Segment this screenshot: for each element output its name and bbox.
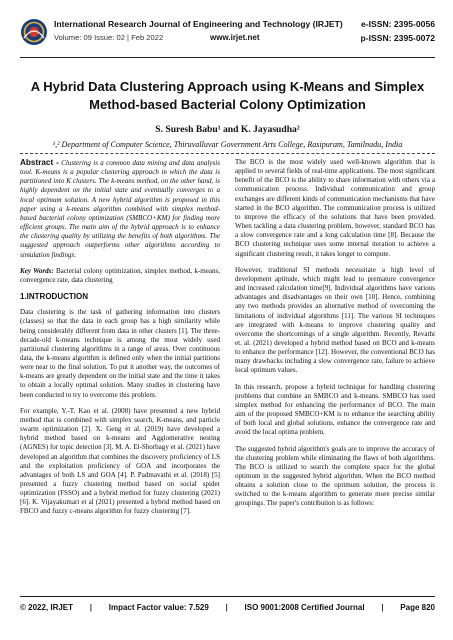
- section-heading-introduction: 1.INTRODUCTION: [20, 292, 88, 302]
- paragraph: For example, Y.-T. Kao et al. (2008) have presented a new hybrid method that is combined with simplex search, K-means, and particle swarm optimization [2]. X. Geng et al. (2019) have developed a hybrid method based on k-means and Agglomerative nesting (AGNES) for topic detection [3]. M. A. El-Shorbagy et al. (2021) have developed an algorithm that combines the discovery proficiency of LS and the exploitation proficiency of GOA and incorporates the advantages of both LS and GOA [4]. P. Padmavathi et al. (2018) [5] presented a fuzzy clustering method based on social spider optimization (FSSO) and a hybrid method for fuzzy clustering (2021) [6]. K. Vijayakumari et al (2021) presented a hybrid method based on FBCO and fuzzy c-means algorithm for fuzzy clustering [7].: [20, 406, 220, 516]
- footer-separator: |: [381, 603, 384, 612]
- paragraph: Data clustering is the task of gathering information into clusters (classes) so that the data in each group has a high similarity while being considerably different from data in other clusters [1]. The three-decade-old k-means technique is among the most widely used partitional clustering algorithms in a range of areas. Over continuous data, the k-means algorithm is defined only when the initial partitions were near to the final solution. To put it another way, the outcomes of k-means are greatly dependent on the initial state and the time it takes to obtain a locally optimal solution. Many studies in clustering have been conducted to try to overcome this problem.: [20, 308, 220, 399]
- left-column: [20, 158, 220, 524]
- footer-impact-factor: Impact Factor value: 7.529: [108, 603, 209, 612]
- p-issn: p-ISSN: 2395-0072: [360, 33, 435, 43]
- footer-separator: |: [225, 603, 228, 612]
- footer-iso: ISO 9001:2008 Certified Journal: [244, 603, 365, 612]
- abstract-label: Abstract -: [20, 158, 59, 167]
- paragraph: However, traditional SI methods necessitate a high level of development aptitude, which might lead to premature convergence and increased calculation time[9]. Individual algorithms have various advantages and disadvantages on their own [10]. Hence, combining any two methods provides an alternative method of overcoming the limitations of individual algorithms [11]. The various SI techniques are integrated with k-means to improve clustering quality and overcome the shortcomings of a single algorithm. Recently, Revathi et. al. (2021) developed a hybrid method based on BCO and k-means to enhance the performance [12]. However, the conventional BCO has many drawbacks including a slow convergence rate, failure to achieve local optimum values.: [235, 265, 435, 375]
- footer-divider: [20, 596, 435, 597]
- page-footer: [20, 603, 435, 612]
- volume-issue: Volume: 09 Issue: 02 | Feb 2022: [54, 33, 164, 42]
- paper-affiliation: ¹,² Department of Computer Science, Thiruvalluvar Government Arts College, Rasipuram, Tamilnadu, India: [52, 140, 403, 149]
- journal-url[interactable]: www.irjet.net: [210, 33, 260, 42]
- journal-name: International Research Journal of Engineering and Technology (IRJET): [54, 19, 343, 29]
- irjet-logo-icon: [20, 18, 48, 46]
- keywords-label: Key Words:: [20, 266, 54, 275]
- right-column: [235, 158, 435, 516]
- paper-authors: S. Suresh Babu¹ and K. Jayasudha²: [155, 124, 300, 135]
- e-issn: e-ISSN: 2395-0056: [360, 19, 435, 29]
- header-divider: [20, 57, 435, 58]
- paragraph: The suggested hybrid algorithm's goals are to improve the accuracy of the clustering problem while eliminating the flaws of both algorithms. The BCO is utilized to search the complete space for the global optimum in the suggested hybrid algorithm. When the BCO method obtains a solution close to the optimum solution, the process is switched to the k-means algorithm to generate more precise similar groupings. The paper's contribution is as follows:: [235, 444, 435, 508]
- paragraph: In this research, propose a hybrid technique for handling clustering problems that combine an SMBCO and k-means. SMBCO has used simplex method for enhancing the performance of BCO. The main aim of the proposed SMBCO+KM is to enhance the searching ability of both local and global solutions, enhance the convergence rate and avoid the local optima problem.: [235, 382, 435, 437]
- journal-header: [20, 18, 435, 52]
- abstract: [20, 158, 220, 260]
- keywords: [20, 267, 220, 285]
- footer-separator: |: [89, 603, 93, 612]
- paper-title: A Hybrid Data Clustering Approach using K-Means and Simplex Method-based Bacterial Colony Optimization: [30, 79, 425, 112]
- footer-copyright: © 2022, IRJET: [20, 603, 74, 612]
- abstract-text: Clustering is a common data mining and data analysis tool. K-means is a popular clustering approach in which the data is partitioned into K clusters. The k-means method, on the other hand, is highly dependent on the initial state and eventually converges to a local optimum solution. A new hybrid algorithm is proposed in this paper using a k-means algorithm combined with simplex method-based bacterial colony optimization (SMBCO+KM) for finding more efficient groups. The main aim of the hybrid approach is to enhance the clustering quality by utilizing the benefits of both algorithms. The suggested approach outperforms other algorithms according to simulation findings.: [20, 159, 220, 259]
- paragraph: The BCO is the most widely used well-known algorithm that is applied to several fields of real-time applications. The most significant benefit of the BCO is the ability to share information with others via a communication process. Individual communication and group exchanges are different kinds of communication mechanisms that have started in the BCO algorithm. The communication process is utilized to improve the efficacy of the solutions that have been provided. When tackling a data clustering problem, however, standard BCO has a slow convergence rate and a long calculation time [8]. Because the BCO clustering technique uses some internal iteration to achieve a significant clustering result, it takes longer to compute.: [235, 158, 435, 258]
- footer-page-number: Page 820: [400, 603, 435, 612]
- keywords-text: Bacterial colony optimization, simplex method, k-means, convergence rate, data clustering: [20, 266, 221, 284]
- title-divider: [20, 153, 435, 154]
